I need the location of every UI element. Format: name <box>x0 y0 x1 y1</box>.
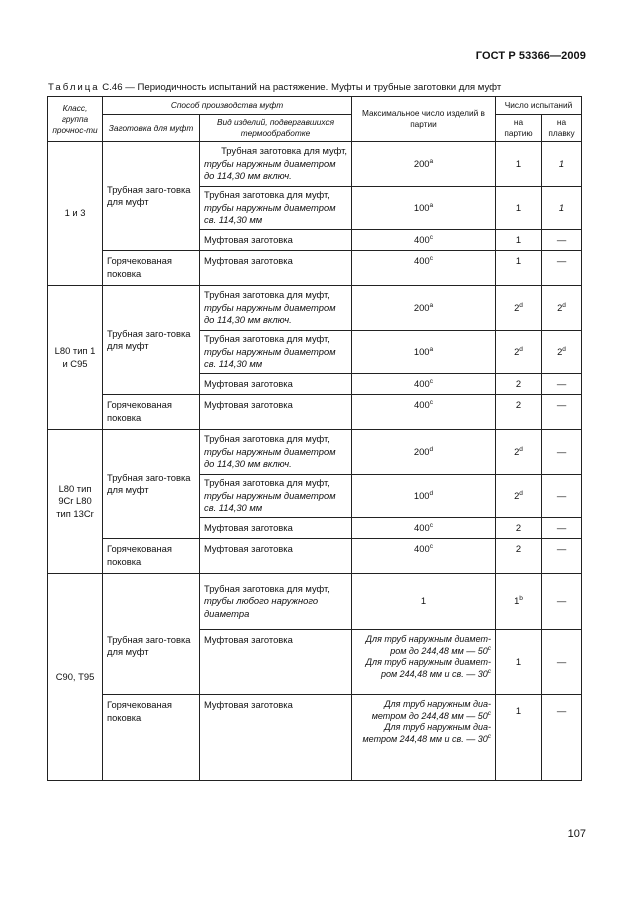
kind-cell <box>200 187 352 230</box>
blank-cell: Горячекованая поковка <box>103 539 200 574</box>
max-text: Для труб наружным диамет-ром 244,48 мм и св. — 30 <box>365 657 491 679</box>
max-cell <box>352 230 496 251</box>
kind-text: Трубная заготовка для муфт, <box>204 189 330 201</box>
per-lot-cell: 2 <box>496 518 542 539</box>
per-heat-cell: 1 <box>542 187 582 230</box>
class-cell: L80 тип 1 и С95 <box>48 286 103 430</box>
max-cell <box>352 539 496 574</box>
per-lot-cell <box>496 475 542 518</box>
max-value: 400 <box>414 543 430 554</box>
per-lot-value: 1 <box>514 595 520 607</box>
per-lot-value: 2 <box>514 489 520 501</box>
table-row <box>48 286 582 331</box>
footnote-mark: c <box>487 667 491 675</box>
col-header-tests: Число испытаний <box>496 97 582 115</box>
footnote-mark: c <box>487 709 491 717</box>
col-header-method: Способ производства муфт <box>103 97 352 115</box>
per-heat-cell: — <box>542 230 582 251</box>
kind-detail: трубы наружным диаметром св. 114,30 мм <box>204 201 336 226</box>
per-lot-cell: 1 <box>496 251 542 286</box>
footnote-mark: b <box>519 595 523 603</box>
per-heat-cell: — <box>542 518 582 539</box>
kind-text: Трубная заготовка для муфт, <box>204 289 330 301</box>
col-header-per-heat: на плавку <box>542 115 582 142</box>
max-text: Для труб наружным диа-метром 244,48 мм и св. — 30 <box>362 722 491 744</box>
max-value: 400 <box>414 521 430 533</box>
kind-cell: Муфтовая заготовка <box>200 374 352 395</box>
table-caption-text: С.46 — Периодичность испытаний на растяжение. Муфты и трубные заготовки для муфт <box>102 82 502 93</box>
table-row <box>48 395 582 430</box>
max-line <box>356 699 491 722</box>
per-lot-value: 2 <box>514 301 520 313</box>
footnote-mark: a <box>429 301 434 309</box>
per-lot-value: 2 <box>514 445 520 457</box>
kind-text: Трубная заготовка для муфт, <box>204 433 330 445</box>
max-value: 400 <box>414 399 430 410</box>
max-cell <box>352 286 496 331</box>
blank-cell: Горячекованая поковка <box>103 251 200 286</box>
footnote-mark: c <box>429 521 433 529</box>
max-cell <box>352 630 496 695</box>
per-lot-cell: 2 <box>496 539 542 574</box>
max-value: 400 <box>414 233 430 245</box>
kind-cell <box>200 142 352 187</box>
kind-detail: трубы наружным диаметром св. 114,30 мм <box>204 489 336 514</box>
max-line <box>356 634 491 657</box>
max-cell <box>352 374 496 395</box>
col-header-class: Класс, группа прочнос-ти <box>48 97 103 142</box>
per-lot-cell <box>496 331 542 374</box>
table-row <box>48 630 582 695</box>
footnote-mark: c <box>429 377 433 385</box>
per-heat-cell: — <box>542 251 582 286</box>
max-value: 200 <box>413 301 430 313</box>
class-cell: С90, Т95 <box>48 574 103 781</box>
kind-cell: Муфтовая заготовка <box>200 630 352 695</box>
footnote-mark: d <box>519 489 523 497</box>
blank-cell: Горячекованая поковка <box>103 395 200 430</box>
max-value: 400 <box>414 377 430 389</box>
max-value: 200 <box>413 445 430 457</box>
col-header-per-lot: на партию <box>496 115 542 142</box>
footnote-mark: d <box>519 445 523 453</box>
max-line <box>356 722 491 745</box>
kind-detail: трубы наружным диаметром св. 114,30 мм <box>204 345 336 370</box>
max-cell <box>352 430 496 475</box>
per-heat-cell: — <box>542 395 582 430</box>
footnote-mark: c <box>429 233 433 241</box>
per-heat-value: 2 <box>557 301 563 313</box>
standard-number: ГОСТ Р 53366—2009 <box>475 50 586 62</box>
blank-cell: Горячекованая поковка <box>103 695 200 781</box>
per-lot-cell: 1 <box>496 230 542 251</box>
table-caption <box>48 82 501 93</box>
max-value: 400 <box>414 255 430 266</box>
kind-cell <box>200 331 352 374</box>
max-cell <box>352 142 496 187</box>
max-cell <box>352 518 496 539</box>
blank-cell: Трубная заго-товка для муфт <box>103 142 200 251</box>
max-text: Для труб наружным диа-метром до 244,48 мм — 50 <box>371 699 491 721</box>
kind-cell <box>200 475 352 518</box>
kind-cell: Муфтовая заготовка <box>200 695 352 781</box>
kind-detail: трубы наружным диаметром до 114,30 мм включ. <box>204 445 336 470</box>
footnote-mark: d <box>429 445 434 453</box>
blank-cell: Трубная заго-товка для муфт <box>103 286 200 395</box>
per-lot-value: 2 <box>514 345 520 357</box>
col-header-blank: Заготовка для муфт <box>103 115 200 142</box>
per-heat-cell: 1 <box>542 142 582 187</box>
footnote-mark: d <box>519 301 523 309</box>
table-row <box>48 574 582 630</box>
max-cell <box>352 331 496 374</box>
footnote-mark: a <box>429 157 434 165</box>
footnote-mark: d <box>429 489 434 497</box>
per-lot-cell: 1 <box>496 695 542 781</box>
per-heat-cell: — <box>542 695 582 781</box>
max-text: Для труб наружным диамет-ром до 244,48 мм — 50 <box>365 634 491 656</box>
kind-cell <box>200 286 352 331</box>
footnote-mark: a <box>429 345 434 353</box>
per-lot-cell: 1 <box>496 142 542 187</box>
per-heat-cell: — <box>542 374 582 395</box>
per-heat-cell: — <box>542 574 582 630</box>
kind-detail: трубы наружным диаметром до 114,30 мм включ. <box>204 301 336 326</box>
footnote-mark: c <box>487 732 491 740</box>
per-heat-cell: — <box>542 475 582 518</box>
table-row <box>48 695 582 781</box>
footnote-mark: d <box>519 345 523 353</box>
kind-cell: Муфтовая заготовка <box>200 518 352 539</box>
per-heat-cell: — <box>542 430 582 475</box>
per-heat-cell: — <box>542 539 582 574</box>
kind-text: Трубная заготовка для муфт, <box>204 477 330 489</box>
kind-text: Трубная заготовка для муфт, <box>204 333 330 345</box>
per-lot-cell: 1 <box>496 630 542 695</box>
table-row <box>48 539 582 574</box>
kind-detail: трубы любого наружного диаметра <box>204 595 319 619</box>
per-lot-cell <box>496 430 542 475</box>
per-heat-cell <box>542 331 582 374</box>
blank-cell <box>103 574 200 630</box>
table-caption-label: Таблица <box>48 82 100 93</box>
per-lot-cell: 2 <box>496 374 542 395</box>
footnote-mark: c <box>429 542 433 550</box>
footnote-mark: c <box>487 644 491 652</box>
col-header-kind: Вид изделий, подвергавшихся термообработке <box>200 115 352 142</box>
max-cell <box>352 251 496 286</box>
kind-text: Трубная заготовка для муфт, <box>204 582 330 594</box>
per-heat-cell <box>542 286 582 331</box>
footnote-mark: c <box>429 398 433 406</box>
kind-cell: Муфтовая заготовка <box>200 395 352 430</box>
max-value: 200 <box>413 157 430 169</box>
kind-cell <box>200 430 352 475</box>
kind-cell: Муфтовая заготовка <box>200 251 352 286</box>
per-lot-cell <box>496 574 542 630</box>
blank-cell: Трубная заго-товка для муфт <box>103 630 200 695</box>
footnote-mark: a <box>429 201 434 209</box>
kind-cell <box>200 574 352 630</box>
max-cell: 1 <box>352 574 496 630</box>
footnote-mark: d <box>562 301 566 309</box>
page-number: 107 <box>567 828 586 840</box>
table-row <box>48 430 582 475</box>
max-value: 100 <box>413 489 430 501</box>
tensile-test-frequency-table <box>47 96 582 781</box>
kind-detail: трубы наружным диаметром до 114,30 мм включ. <box>204 157 336 182</box>
max-line <box>356 657 491 680</box>
table-row <box>48 251 582 286</box>
col-header-max: Максимальное число изделий в партии <box>352 97 496 142</box>
kind-cell: Муфтовая заготовка <box>200 230 352 251</box>
table-row <box>48 142 582 187</box>
per-heat-value: 2 <box>557 345 563 357</box>
per-heat-cell: — <box>542 630 582 695</box>
per-lot-cell <box>496 286 542 331</box>
footnote-mark: c <box>429 254 433 262</box>
class-cell: 1 и 3 <box>48 142 103 286</box>
class-cell: L80 тип 9Cr L80 тип 13Cr <box>48 430 103 574</box>
max-cell <box>352 187 496 230</box>
kind-text: Трубная заготовка для муфт, <box>221 145 347 157</box>
blank-cell: Трубная заго-товка для муфт <box>103 430 200 539</box>
max-cell <box>352 475 496 518</box>
footnote-mark: d <box>562 345 566 353</box>
max-value: 100 <box>413 201 430 213</box>
per-lot-cell: 2 <box>496 395 542 430</box>
per-lot-cell: 1 <box>496 187 542 230</box>
kind-cell: Муфтовая заготовка <box>200 539 352 574</box>
max-value: 100 <box>413 345 430 357</box>
max-cell <box>352 395 496 430</box>
max-cell <box>352 695 496 781</box>
